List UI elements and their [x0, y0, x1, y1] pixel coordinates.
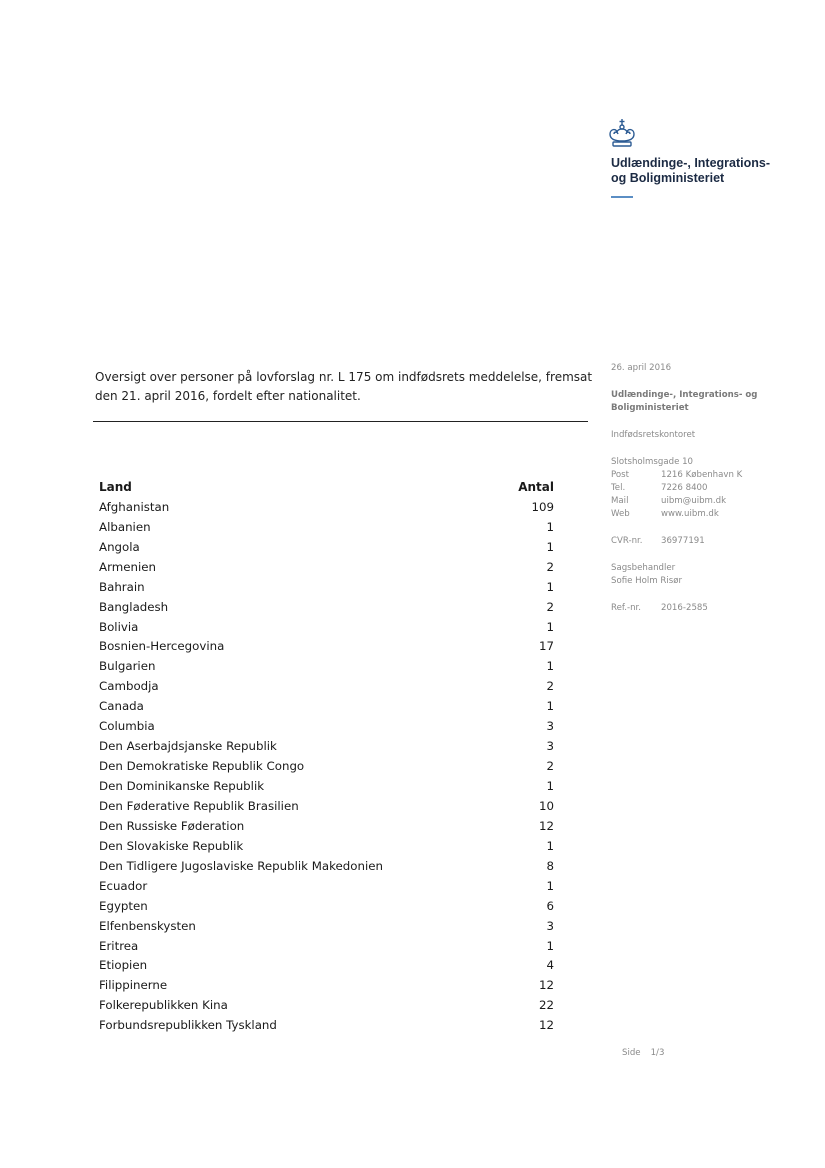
country-name: Den Føderative Republik Brasilien [99, 798, 299, 813]
table-row [99, 617, 556, 637]
country-name: Cambodja [99, 679, 159, 694]
country-name: Angola [99, 539, 140, 554]
handler-block [611, 562, 801, 588]
table-row [99, 676, 556, 696]
country-count: 2 [546, 679, 554, 694]
country-name: Bolivia [99, 619, 139, 634]
table-row [99, 517, 556, 537]
country-count: 1 [546, 699, 554, 714]
country-count: 12 [538, 818, 554, 833]
country-count: 1 [546, 938, 554, 953]
handler-label: Sagsbehandler [611, 563, 676, 573]
country-name: Etiopien [99, 958, 148, 973]
sidebar-ministry-line1: Udlændinge-, Integrations- og [611, 390, 758, 400]
country-name: Den Slovakiske Republik [99, 838, 244, 853]
table-body [99, 497, 556, 1035]
table-row [99, 916, 556, 936]
country-count: 1 [546, 539, 554, 554]
tel-value: 7226 8400 [661, 483, 708, 493]
country-name: Afghanistan [99, 499, 170, 514]
country-count: 1 [546, 619, 554, 634]
country-count: 3 [546, 739, 554, 754]
crown-icon [605, 118, 639, 152]
contact-block [611, 456, 801, 521]
table-row [99, 776, 556, 796]
country-name: Egypten [99, 898, 148, 913]
sidebar-ministry-line2: Boligministeriet [611, 403, 689, 413]
country-name: Bangladesh [99, 599, 169, 614]
country-name: Ecuador [99, 878, 148, 893]
country-count: 2 [546, 759, 554, 774]
country-name: Den Tidligere Jugoslaviske Republik Makedonien [99, 858, 384, 873]
country-count: 3 [546, 918, 554, 933]
ministry-name-line2: og Boligministeriet [611, 171, 725, 185]
country-count: 8 [546, 858, 554, 873]
country-name: Canada [99, 699, 144, 714]
web-value: www.uibm.dk [661, 509, 719, 519]
handler-value: Sofie Holm Risør [611, 576, 682, 586]
country-count: 1 [546, 659, 554, 674]
country-count: 12 [538, 1018, 554, 1033]
table-row [99, 716, 556, 736]
country-count: 22 [538, 998, 554, 1013]
web-label: Web [611, 509, 630, 519]
table-row [99, 537, 556, 557]
country-count: 2 [546, 599, 554, 614]
table-row [99, 497, 556, 517]
table-row [99, 557, 556, 577]
country-count: 1 [546, 779, 554, 794]
sidebar-ministry [611, 389, 801, 415]
table-row [99, 577, 556, 597]
table-header [99, 477, 556, 497]
table-row [99, 637, 556, 657]
country-name: Albanien [99, 519, 151, 534]
table-row [99, 696, 556, 716]
country-name: Filippinerne [99, 978, 168, 993]
country-count: 1 [546, 519, 554, 534]
post-value: 1216 København K [661, 470, 743, 480]
country-count: 3 [546, 719, 554, 734]
mail-value: uibm@uibm.dk [661, 496, 727, 506]
table-row [99, 956, 556, 976]
country-count: 4 [546, 958, 554, 973]
table-row [99, 656, 556, 676]
cvr-row [611, 535, 801, 548]
office: Indfødsretskontoret [611, 430, 696, 440]
country-count: 17 [538, 639, 554, 654]
address: Slotsholmsgade 10 [611, 457, 694, 467]
ref-row [611, 602, 801, 615]
country-name: Elfenbenskysten [99, 918, 196, 933]
ref-label: Ref.-nr. [611, 603, 642, 613]
country-count: 1 [546, 838, 554, 853]
ref-value: 2016-2585 [661, 603, 708, 613]
intro-divider [93, 421, 588, 422]
country-name: Columbia [99, 719, 155, 734]
country-count: 1 [546, 878, 554, 893]
country-name: Eritrea [99, 938, 139, 953]
table-row [99, 597, 556, 617]
post-label: Post [611, 470, 629, 480]
country-name: Forbundsrepublikken Tyskland [99, 1018, 277, 1033]
table-row [99, 896, 556, 916]
table-row [99, 816, 556, 836]
accent-divider [611, 196, 633, 198]
table-row [99, 756, 556, 776]
post-row [611, 469, 801, 482]
country-name: Bosnien-Hercegovina [99, 639, 225, 654]
table-row [99, 876, 556, 896]
mail-label: Mail [611, 496, 629, 506]
country-name: Den Dominikanske Republik [99, 779, 265, 794]
country-name: Folkerepublikken Kina [99, 998, 228, 1013]
country-name: Den Russiske Føderation [99, 818, 245, 833]
country-name: Armenien [99, 559, 156, 574]
table-row [99, 1015, 556, 1035]
page-number [622, 1048, 664, 1058]
sidebar-info [611, 362, 801, 629]
header-country: Land [99, 479, 132, 494]
country-count: 10 [538, 798, 554, 813]
nationality-table [99, 477, 556, 1035]
country-count: 109 [531, 499, 554, 514]
tel-row [611, 482, 801, 495]
country-name: Bulgarien [99, 659, 156, 674]
table-row [99, 856, 556, 876]
table-row [99, 736, 556, 756]
country-name: Den Demokratiske Republik Congo [99, 759, 305, 774]
country-name: Bahrain [99, 579, 145, 594]
cvr-label: CVR-nr. [611, 536, 643, 546]
country-count: 2 [546, 559, 554, 574]
header-count: Antal [518, 479, 554, 494]
country-count: 6 [546, 898, 554, 913]
tel-label: Tel. [611, 483, 626, 493]
date: 26. april 2016 [611, 363, 672, 373]
country-count: 1 [546, 579, 554, 594]
table-row [99, 836, 556, 856]
country-name: Den Aserbajdsjanske Republik [99, 739, 277, 754]
table-row [99, 796, 556, 816]
cvr-value: 36977191 [661, 536, 705, 546]
table-row [99, 995, 556, 1015]
table-row [99, 975, 556, 995]
ministry-name [611, 156, 770, 186]
web-row [611, 508, 801, 521]
page-value: 1/3 [650, 1048, 665, 1058]
country-count: 12 [538, 978, 554, 993]
intro-text: Oversigt over personer på lovforslag nr. L 175 om indfødsrets meddelelse, fremsat den 21. april 2016, fordelt efter nationalitet. [95, 370, 593, 403]
page-label: Side [622, 1048, 641, 1058]
mail-row [611, 495, 801, 508]
table-row [99, 936, 556, 956]
ministry-name-line1: Udlændinge-, Integrations- [611, 156, 771, 170]
